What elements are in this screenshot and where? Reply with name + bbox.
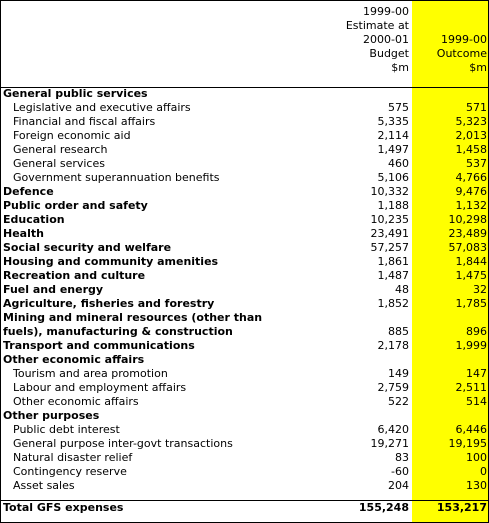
row-label: Other economic affairs — [3, 353, 145, 366]
row-label: Legislative and executive affairs — [13, 101, 191, 114]
table-row — [0, 87, 489, 101]
outcome-value: 19,195 — [448, 437, 487, 450]
table-row — [0, 451, 489, 465]
header-line: $m — [469, 61, 487, 74]
row-label: Transport and communications — [3, 339, 195, 352]
outcome-value: 4,766 — [455, 171, 487, 184]
row-label: Natural disaster relief — [13, 451, 133, 464]
table-row — [0, 325, 489, 339]
table-row — [0, 199, 489, 213]
table-row — [0, 381, 489, 395]
total-label: Total GFS expenses — [3, 501, 124, 514]
row-label: Government superannuation benefits — [13, 171, 220, 184]
outcome-value: 1,458 — [455, 143, 487, 156]
header-line: 1999-00 — [441, 33, 487, 46]
estimate-value: 57,257 — [370, 241, 409, 254]
outcome-value: 130 — [466, 479, 487, 492]
outcome-column-header — [437, 33, 487, 75]
table-row — [0, 395, 489, 409]
outcome-value: 23,489 — [448, 227, 487, 240]
outcome-value: 57,083 — [448, 241, 487, 254]
estimate-value: 5,335 — [377, 115, 409, 128]
table-row — [0, 297, 489, 311]
table-row — [0, 409, 489, 423]
table-row — [0, 339, 489, 353]
outcome-value: 6,446 — [455, 423, 487, 436]
header-line: 2000-01 — [363, 33, 409, 46]
total-outcome: 153,217 — [436, 501, 487, 514]
total-estimate: 155,248 — [358, 501, 409, 514]
table-row — [0, 227, 489, 241]
outcome-value: 0 — [480, 465, 487, 478]
table-row — [0, 423, 489, 437]
row-label: Foreign economic aid — [13, 129, 131, 142]
outcome-value: 1,475 — [455, 269, 487, 282]
table-row — [0, 311, 489, 325]
estimate-value: 6,420 — [377, 423, 409, 436]
estimate-value: 5,106 — [377, 171, 409, 184]
estimate-value: 10,332 — [370, 185, 409, 198]
estimate-value: 1,188 — [377, 199, 409, 212]
row-label: Public debt interest — [13, 423, 120, 436]
row-label: Mining and mineral resources (other than — [3, 311, 263, 324]
row-label: Tourism and area promotion — [13, 367, 168, 380]
table-row — [0, 115, 489, 129]
outcome-value: 100 — [466, 451, 487, 464]
row-label: Asset sales — [13, 479, 75, 492]
outcome-value: 896 — [466, 325, 487, 338]
row-label: Other purposes — [3, 409, 100, 422]
estimate-value: 23,491 — [370, 227, 409, 240]
row-label: Other economic affairs — [13, 395, 139, 408]
estimate-value: 885 — [388, 325, 409, 338]
total-row — [0, 501, 489, 515]
row-label: Public order and safety — [3, 199, 148, 212]
estimate-value: -60 — [391, 465, 409, 478]
outcome-value: 2,013 — [455, 129, 487, 142]
estimate-value: 522 — [388, 395, 409, 408]
table-row — [0, 437, 489, 451]
row-label: Education — [3, 213, 65, 226]
row-label: fuels), manufacturing & construction — [3, 325, 233, 338]
estimate-value: 83 — [395, 451, 409, 464]
table-row — [0, 129, 489, 143]
outcome-value: 1,999 — [455, 339, 487, 352]
estimate-value: 48 — [395, 283, 409, 296]
table-row — [0, 479, 489, 493]
row-label: General purpose inter-govt transactions — [13, 437, 233, 450]
estimate-value: 1,861 — [377, 255, 409, 268]
table-row — [0, 465, 489, 479]
estimate-value: 1,497 — [377, 143, 409, 156]
estimate-value: 204 — [388, 479, 409, 492]
row-label: Fuel and energy — [3, 283, 104, 296]
row-label: Housing and community amenities — [3, 255, 219, 268]
estimate-value: 460 — [388, 157, 409, 170]
header-line: 1999-00 — [363, 5, 409, 18]
table-row — [0, 101, 489, 115]
row-label: General research — [13, 143, 108, 156]
outcome-value: 147 — [466, 367, 487, 380]
table-row — [0, 367, 489, 381]
table-row — [0, 143, 489, 157]
row-label: Contingency reserve — [13, 465, 127, 478]
table-row — [0, 255, 489, 269]
table-row — [0, 213, 489, 227]
row-label: General public services — [3, 87, 148, 100]
header-line: Outcome — [436, 47, 487, 60]
table-row — [0, 269, 489, 283]
table-row — [0, 241, 489, 255]
outcome-value: 2,511 — [455, 381, 487, 394]
row-label: Social security and welfare — [3, 241, 172, 254]
table-row — [0, 157, 489, 171]
outcome-value: 9,476 — [455, 185, 487, 198]
row-label: Recreation and culture — [3, 269, 146, 282]
outcome-value: 514 — [466, 395, 487, 408]
outcome-value: 10,298 — [448, 213, 487, 226]
table-row — [0, 171, 489, 185]
estimate-value: 1,487 — [377, 269, 409, 282]
row-label: Labour and employment affairs — [13, 381, 187, 394]
outcome-value: 1,785 — [455, 297, 487, 310]
row-label: Agriculture, fisheries and forestry — [3, 297, 215, 310]
estimate-value: 2,178 — [377, 339, 409, 352]
outcome-value: 537 — [466, 157, 487, 170]
header-line: Budget — [369, 47, 409, 60]
estimate-value: 10,235 — [370, 213, 409, 226]
outcome-value: 1,844 — [455, 255, 487, 268]
header-line: Estimate at — [345, 19, 409, 32]
estimate-value: 575 — [388, 101, 409, 114]
outcome-value: 5,323 — [455, 115, 487, 128]
estimate-value: 2,759 — [377, 381, 409, 394]
row-label: Financial and fiscal affairs — [13, 115, 156, 128]
outcome-value: 571 — [466, 101, 487, 114]
estimate-value: 19,271 — [370, 437, 409, 450]
table-row — [0, 283, 489, 297]
estimate-value: 2,114 — [377, 129, 409, 142]
header-line: $m — [391, 61, 409, 74]
table-row — [0, 185, 489, 199]
estimate-column-header — [346, 5, 409, 75]
row-label: Defence — [3, 185, 54, 198]
table-row — [0, 353, 489, 367]
outcome-value: 32 — [473, 283, 487, 296]
outcome-value: 1,132 — [455, 199, 487, 212]
estimate-value: 1,852 — [377, 297, 409, 310]
row-label: General services — [13, 157, 105, 170]
row-label: Health — [3, 227, 44, 240]
estimate-value: 149 — [388, 367, 409, 380]
